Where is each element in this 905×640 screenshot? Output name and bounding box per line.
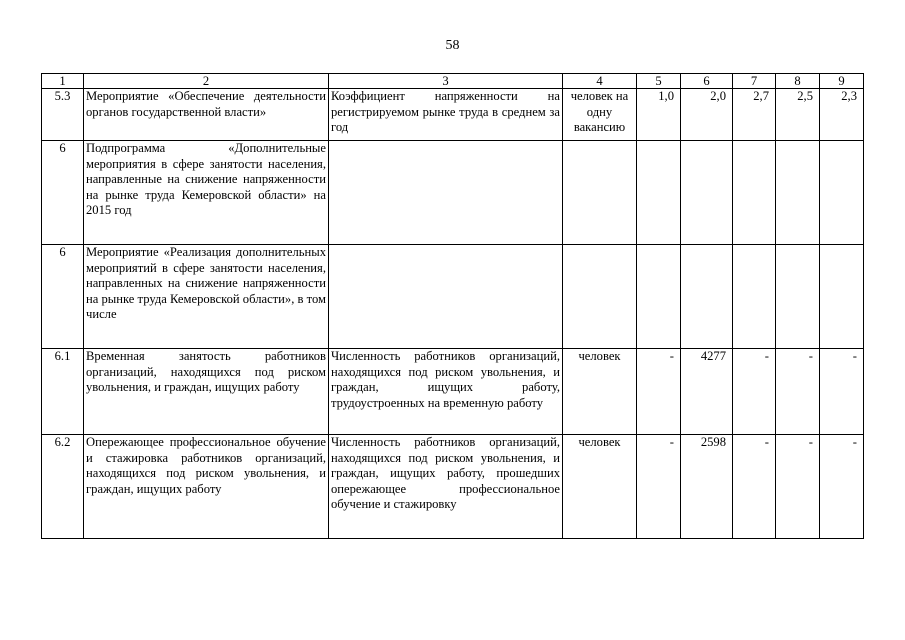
- value-col9: [820, 141, 864, 245]
- table-row: [42, 349, 864, 435]
- column-header: 3: [329, 74, 563, 89]
- value-col9: -: [820, 349, 864, 435]
- event-name: Временная занятость работников организаций, находящихся под риском увольнения, и граждан, ищущих работу: [84, 349, 329, 435]
- indicator-name: [329, 245, 563, 349]
- column-header: 5: [637, 74, 681, 89]
- value-col5: -: [637, 435, 681, 539]
- value-col5: [637, 245, 681, 349]
- value-col7: -: [733, 435, 776, 539]
- value-col8: [776, 245, 820, 349]
- column-header: 9: [820, 74, 864, 89]
- value-col7: [733, 141, 776, 245]
- table-row: [42, 245, 864, 349]
- value-col9: [820, 245, 864, 349]
- event-name: Мероприятие «Обеспечение деятельности органов государственной власти»: [84, 89, 329, 141]
- column-header: 1: [42, 74, 84, 89]
- value-col6: [681, 245, 733, 349]
- value-col7: [733, 245, 776, 349]
- value-col5: -: [637, 349, 681, 435]
- value-col8: -: [776, 435, 820, 539]
- table-header-row: [42, 74, 864, 89]
- indicator-name: Численность работников организаций, находящихся под риском увольнения, и граждан, ищущих работу, прошедших опережающее профессиональное обучение и стажировку: [329, 435, 563, 539]
- event-name: Опережающее профессиональное обучение и стажировка работников организаций, находящихся под риском увольнения, и граждан, ищущих работу: [84, 435, 329, 539]
- value-col7: 2,7: [733, 89, 776, 141]
- table-row: [42, 435, 864, 539]
- indicators-table: [41, 73, 864, 539]
- table-row: [42, 89, 864, 141]
- value-col8: 2,5: [776, 89, 820, 141]
- column-header: 8: [776, 74, 820, 89]
- unit-of-measure: [563, 245, 637, 349]
- value-col5: [637, 141, 681, 245]
- table-row: [42, 141, 864, 245]
- unit-of-measure: человек на одну вакансию: [563, 89, 637, 141]
- row-number: 6.1: [42, 349, 84, 435]
- page-number: 58: [445, 38, 460, 53]
- value-col6: 4277: [681, 349, 733, 435]
- event-name: Подпрограмма «Дополнительные мероприятия в сфере занятости населения, направленные на снижение напряженности на рынке труда Кемеровской области» на 2015 год: [84, 141, 329, 245]
- value-col6: 2598: [681, 435, 733, 539]
- value-col6: 2,0: [681, 89, 733, 141]
- column-header: 7: [733, 74, 776, 89]
- value-col7: -: [733, 349, 776, 435]
- row-number: 5.3: [42, 89, 84, 141]
- indicator-name: Численность работников организаций, находящихся под риском увольнения, и граждан, ищущих работу, трудоустроенных на временную работу: [329, 349, 563, 435]
- value-col9: 2,3: [820, 89, 864, 141]
- event-name: Мероприятие «Реализация дополнительных мероприятий в сфере занятости населения, направленных на снижение напряженности на рынке труда Кемеровской области», в том числе: [84, 245, 329, 349]
- column-header: 4: [563, 74, 637, 89]
- indicator-name: [329, 141, 563, 245]
- unit-of-measure: человек: [563, 435, 637, 539]
- value-col6: [681, 141, 733, 245]
- column-header: 2: [84, 74, 329, 89]
- row-number: 6.2: [42, 435, 84, 539]
- column-header: 6: [681, 74, 733, 89]
- value-col9: -: [820, 435, 864, 539]
- row-number: 6: [42, 141, 84, 245]
- value-col8: [776, 141, 820, 245]
- value-col8: -: [776, 349, 820, 435]
- unit-of-measure: человек: [563, 349, 637, 435]
- value-col5: 1,0: [637, 89, 681, 141]
- unit-of-measure: [563, 141, 637, 245]
- indicator-name: Коэффициент напряженности на регистрируемом рынке труда в среднем за год: [329, 89, 563, 141]
- row-number: 6: [42, 245, 84, 349]
